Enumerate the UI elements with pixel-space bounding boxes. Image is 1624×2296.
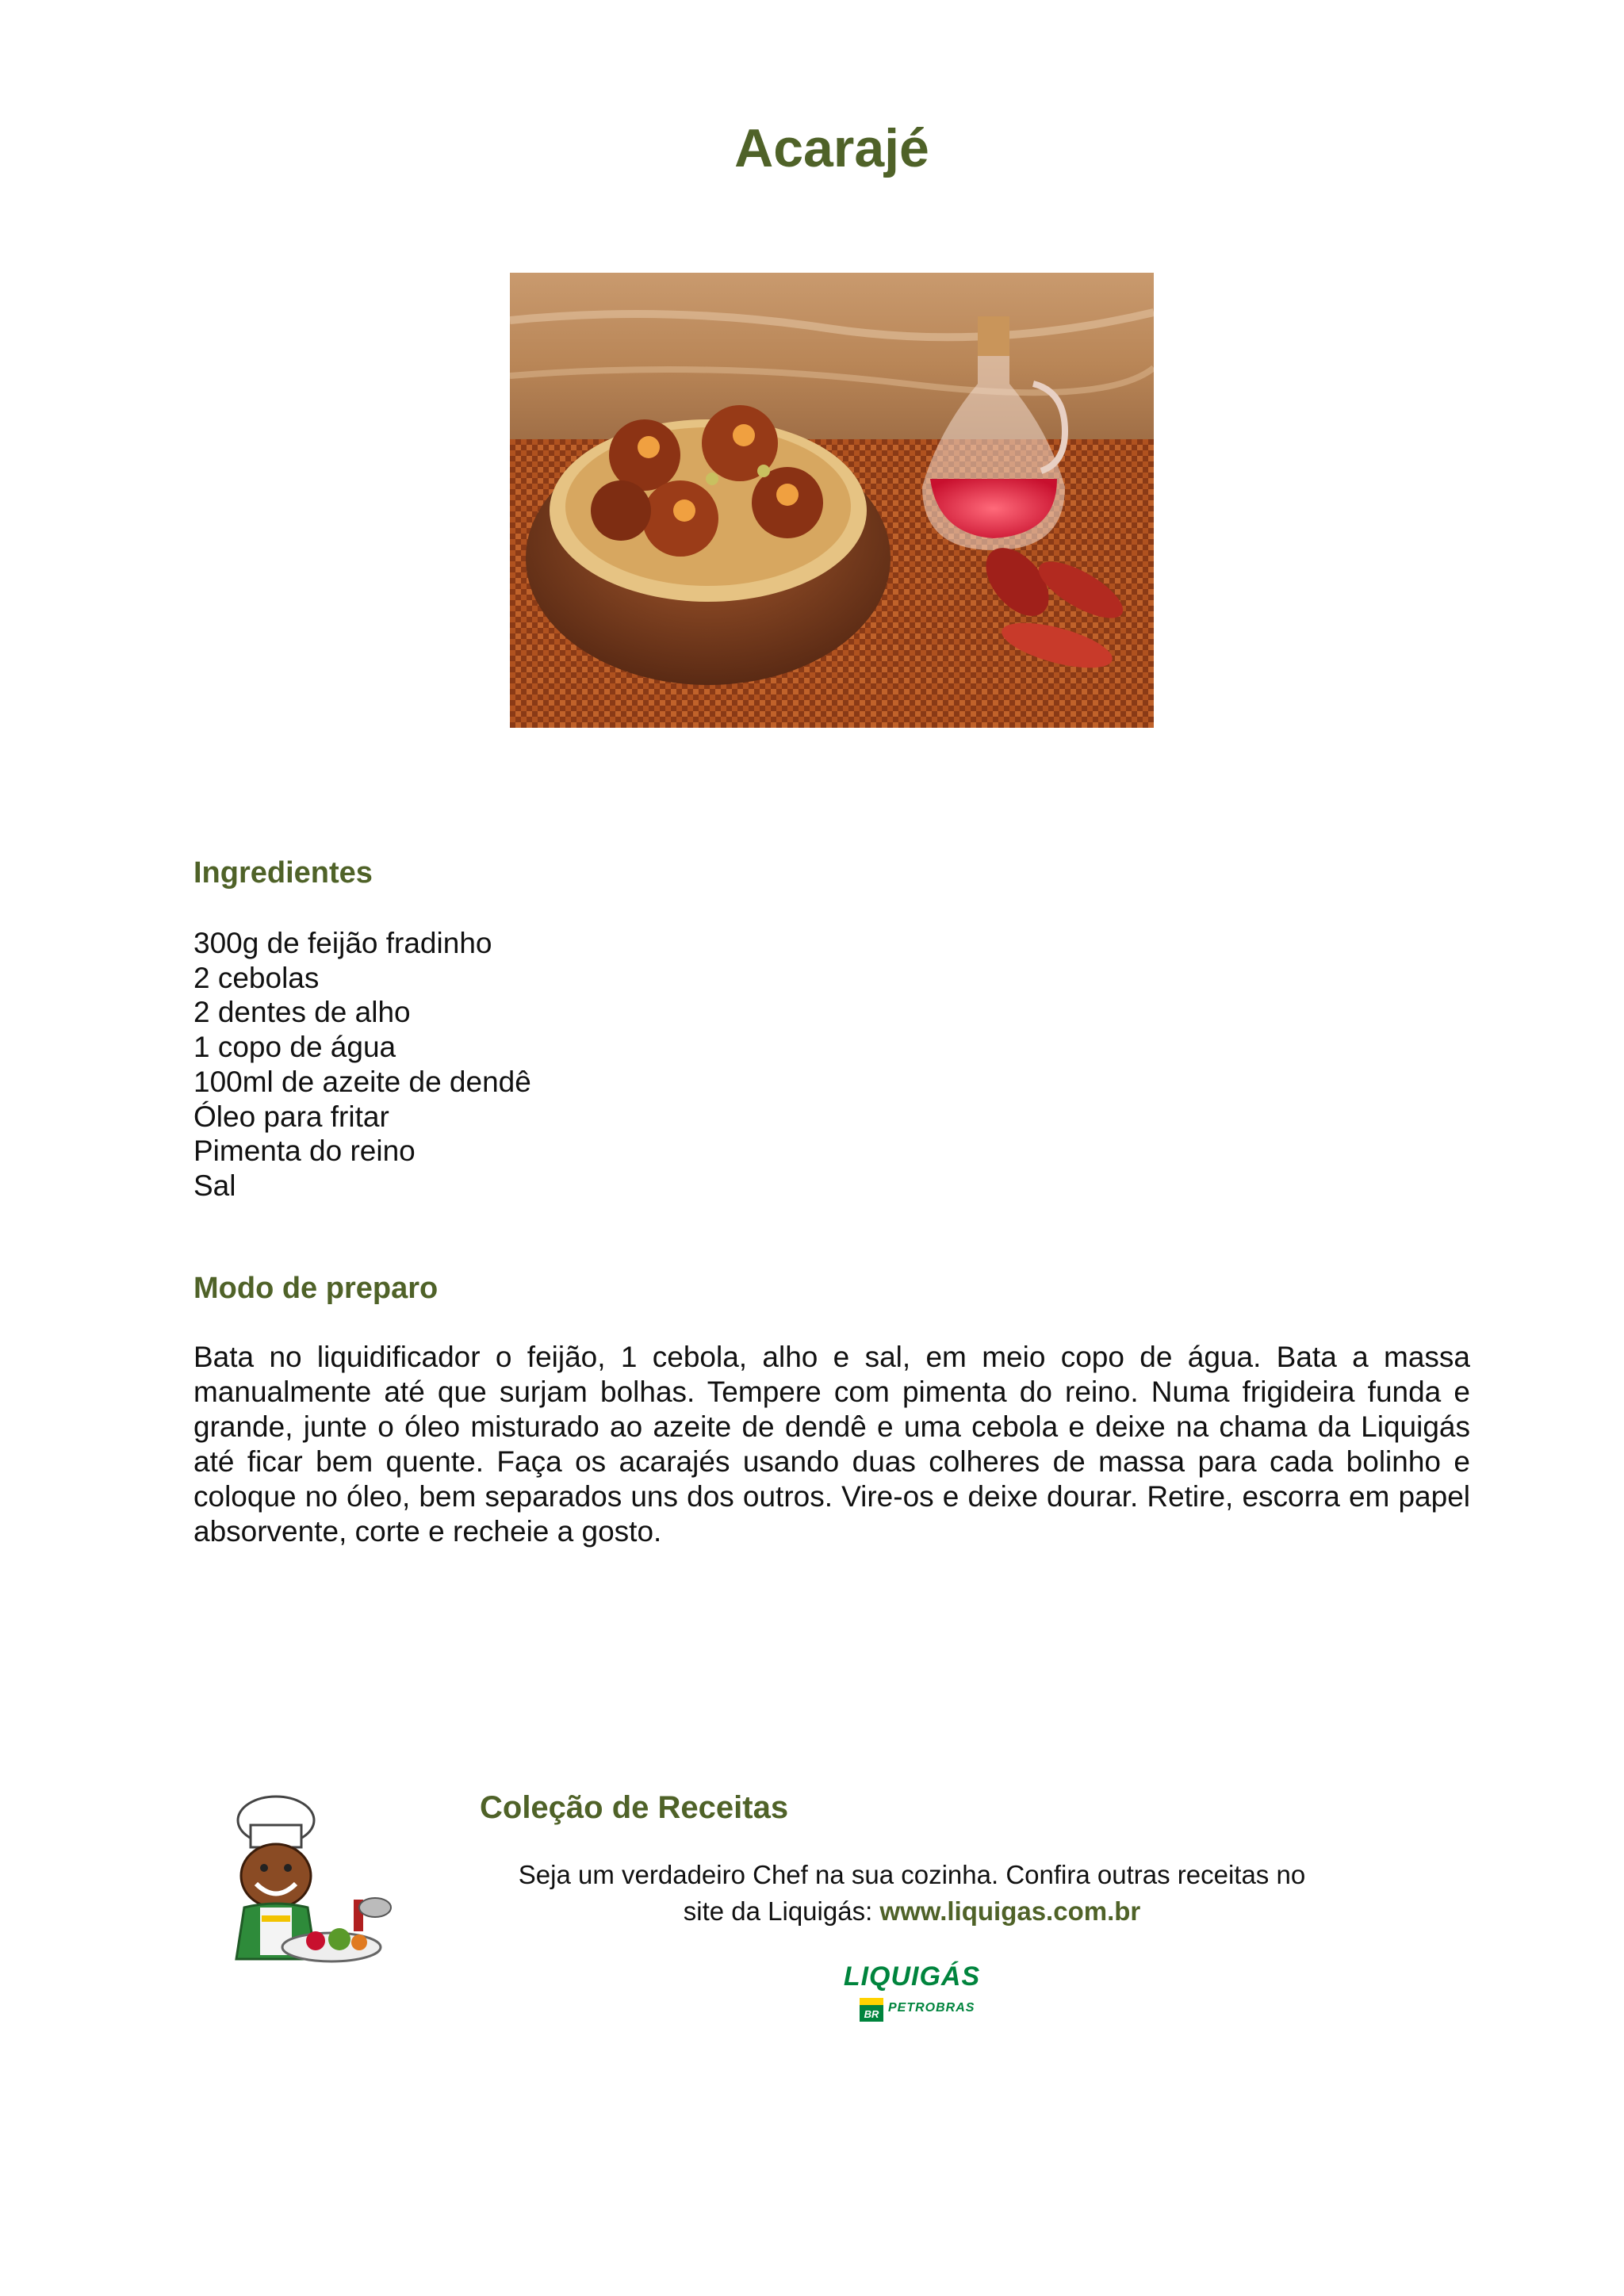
- liquigas-site-link[interactable]: www.liquigas.com.br: [879, 1896, 1141, 1926]
- liquigas-logo: [841, 1961, 983, 2025]
- ingredient-item: 2 dentes de alho: [193, 996, 411, 1029]
- preparation-heading: Modo de preparo: [193, 1272, 439, 1305]
- ingredient-item: 100ml de azeite de dendê: [193, 1065, 531, 1098]
- recipe-title: Acarajé: [734, 118, 929, 178]
- collection-heading: Coleção de Receitas: [480, 1790, 789, 1825]
- footer-text-line1: Seja um verdadeiro Chef na sua cozinha. Confira outras receitas no: [518, 1860, 1306, 1889]
- footer-text-line2: site da Liquigás:: [683, 1896, 880, 1926]
- br-mark: BR: [864, 2008, 879, 2020]
- ingredient-item: 1 copo de água: [193, 1031, 396, 1064]
- footer-text: [444, 1857, 1380, 1930]
- ingredients-list: [193, 926, 531, 1203]
- petrobras-br-icon: [860, 1998, 883, 2022]
- ingredient-item: 300g de feijão fradinho: [193, 927, 492, 959]
- ingredient-item: Óleo para fritar: [193, 1100, 389, 1133]
- liquigas-wordmark: LIQUIGÁS: [843, 1961, 981, 1992]
- ingredient-item: Sal: [193, 1169, 236, 1202]
- ingredients-heading: Ingredientes: [193, 856, 373, 890]
- ingredient-item: Pimenta do reino: [193, 1135, 416, 1168]
- preparation-text: Bata no liquidificador o feijão, 1 cebola, alho e sal, em meio copo de água. Bata a massa manualmente até que surjam bolhas. Tempere com pimenta do reino. Numa frigideira funda e grande, junte o óleo misturado ao azeite de dendê e uma cebola e deixe na chama da Liquigás até ficar bem quente. Faça os acarajés usando duas colheres de massa para cada bolinho e coloque no óleo, bem separados uns dos outros. Vire-os e deixe dourar. Retire, escorra em papel absorvente, corte e recheie a gosto.: [193, 1341, 1470, 1548]
- petrobras-wordmark: PETROBRAS: [888, 2001, 975, 2015]
- acaraje-photo: [510, 273, 1154, 728]
- chef-illustration: [213, 1789, 393, 1982]
- ingredient-item: 2 cebolas: [193, 961, 320, 994]
